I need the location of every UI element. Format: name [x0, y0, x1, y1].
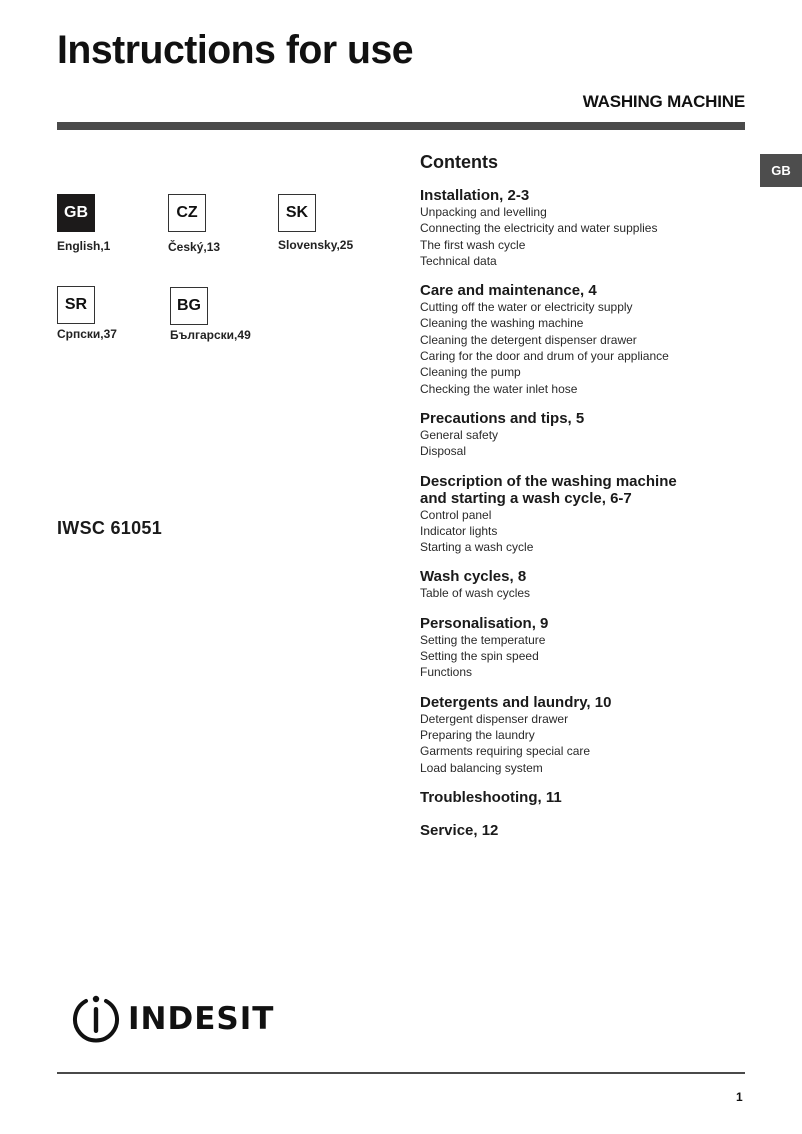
language-label: Český,13 — [168, 240, 221, 254]
table-of-contents — [420, 151, 750, 852]
footer-divider — [57, 1072, 745, 1074]
indesit-i-circle-icon — [70, 993, 122, 1045]
toc-section-precautions — [420, 410, 750, 460]
language-item-sk[interactable] — [278, 194, 398, 252]
language-code-box: SK — [278, 194, 316, 232]
toc-item[interactable]: Preparing the laundry — [420, 727, 535, 742]
toc-section-troubleshooting — [420, 789, 750, 806]
language-label: Српски,37 — [57, 327, 117, 341]
toc-section-wash-cycles — [420, 568, 750, 601]
toc-item[interactable]: Cutting off the water or electricity supply — [420, 300, 633, 315]
toc-item[interactable]: General safety — [420, 427, 499, 442]
toc-item[interactable]: Indicator lights — [420, 523, 498, 538]
language-code-box: GB — [57, 194, 95, 232]
toc-item[interactable]: Garments requiring special care — [420, 744, 591, 759]
toc-section-title[interactable]: Detergents and laundry, 10 — [420, 693, 612, 711]
toc-item[interactable]: The first wash cycle — [420, 237, 526, 252]
toc-section-title[interactable]: Care and maintenance, 4 — [420, 282, 597, 300]
language-label: Български,49 — [170, 328, 251, 342]
page-number: 1 — [736, 1090, 743, 1104]
toc-item[interactable]: Cleaning the pump — [420, 365, 521, 380]
toc-item[interactable]: Unpacking and levelling — [420, 205, 547, 219]
toc-item[interactable]: Cleaning the detergent dispenser drawer — [420, 332, 637, 347]
language-side-tab: GB — [760, 154, 802, 187]
toc-item[interactable]: Control panel — [420, 507, 492, 522]
header-divider — [57, 122, 745, 130]
language-code-box: BG — [170, 287, 208, 325]
toc-section-title[interactable]: Personalisation, 9 — [420, 614, 549, 632]
toc-section-title[interactable]: Troubleshooting, 11 — [420, 788, 562, 806]
toc-section-description — [420, 473, 750, 556]
toc-section-detergents — [420, 694, 750, 776]
toc-item[interactable]: Starting a wash cycle — [420, 540, 534, 555]
brand-name: INDESIT — [128, 1001, 275, 1037]
language-item-bg[interactable] — [170, 287, 290, 342]
brand-logo — [70, 993, 274, 1045]
language-label: Slovensky,25 — [278, 238, 354, 252]
toc-item[interactable]: Checking the water inlet hose — [420, 381, 578, 396]
toc-item[interactable]: Caring for the door and drum of your appliance — [420, 349, 669, 364]
toc-item[interactable]: Load balancing system — [420, 760, 543, 775]
toc-section-personalisation — [420, 615, 750, 681]
toc-section-title-continued[interactable]: and starting a wash cycle, 6-7 — [420, 489, 632, 507]
toc-section-title[interactable]: Installation, 2-3 — [420, 187, 530, 204]
toc-section-service — [420, 822, 750, 839]
toc-item[interactable]: Functions — [420, 665, 473, 680]
document-subtitle: WASHING MACHINE — [582, 92, 745, 111]
toc-item[interactable]: Setting the spin speed — [420, 649, 539, 664]
language-item-sr[interactable] — [57, 286, 177, 341]
toc-item[interactable]: Connecting the electricity and water supplies — [420, 221, 658, 236]
language-code-box: SR — [57, 286, 95, 324]
toc-section-title[interactable]: Description of the washing machine — [420, 472, 677, 490]
toc-item[interactable]: Table of wash cycles — [420, 586, 531, 601]
toc-section-care — [420, 282, 750, 397]
toc-section-title[interactable]: Wash cycles, 8 — [420, 568, 527, 586]
toc-item[interactable]: Setting the temperature — [420, 632, 546, 647]
toc-section-title[interactable]: Precautions and tips, 5 — [420, 409, 585, 427]
language-item-gb[interactable] — [57, 194, 177, 253]
toc-section-title[interactable]: Service, 12 — [420, 821, 499, 839]
toc-item[interactable]: Disposal — [420, 444, 467, 459]
language-item-cz[interactable] — [168, 194, 288, 254]
toc-item[interactable]: Cleaning the washing machine — [420, 316, 584, 331]
document-title: Instructions for use — [57, 28, 414, 72]
contents-heading: Contents — [420, 152, 498, 172]
toc-item[interactable]: Detergent dispenser drawer — [420, 711, 569, 726]
language-code-box: CZ — [168, 194, 206, 232]
language-label: English,1 — [57, 239, 111, 253]
toc-item[interactable]: Technical data — [420, 253, 497, 268]
model-number: IWSC 61051 — [57, 518, 163, 538]
toc-section-installation — [420, 187, 750, 269]
